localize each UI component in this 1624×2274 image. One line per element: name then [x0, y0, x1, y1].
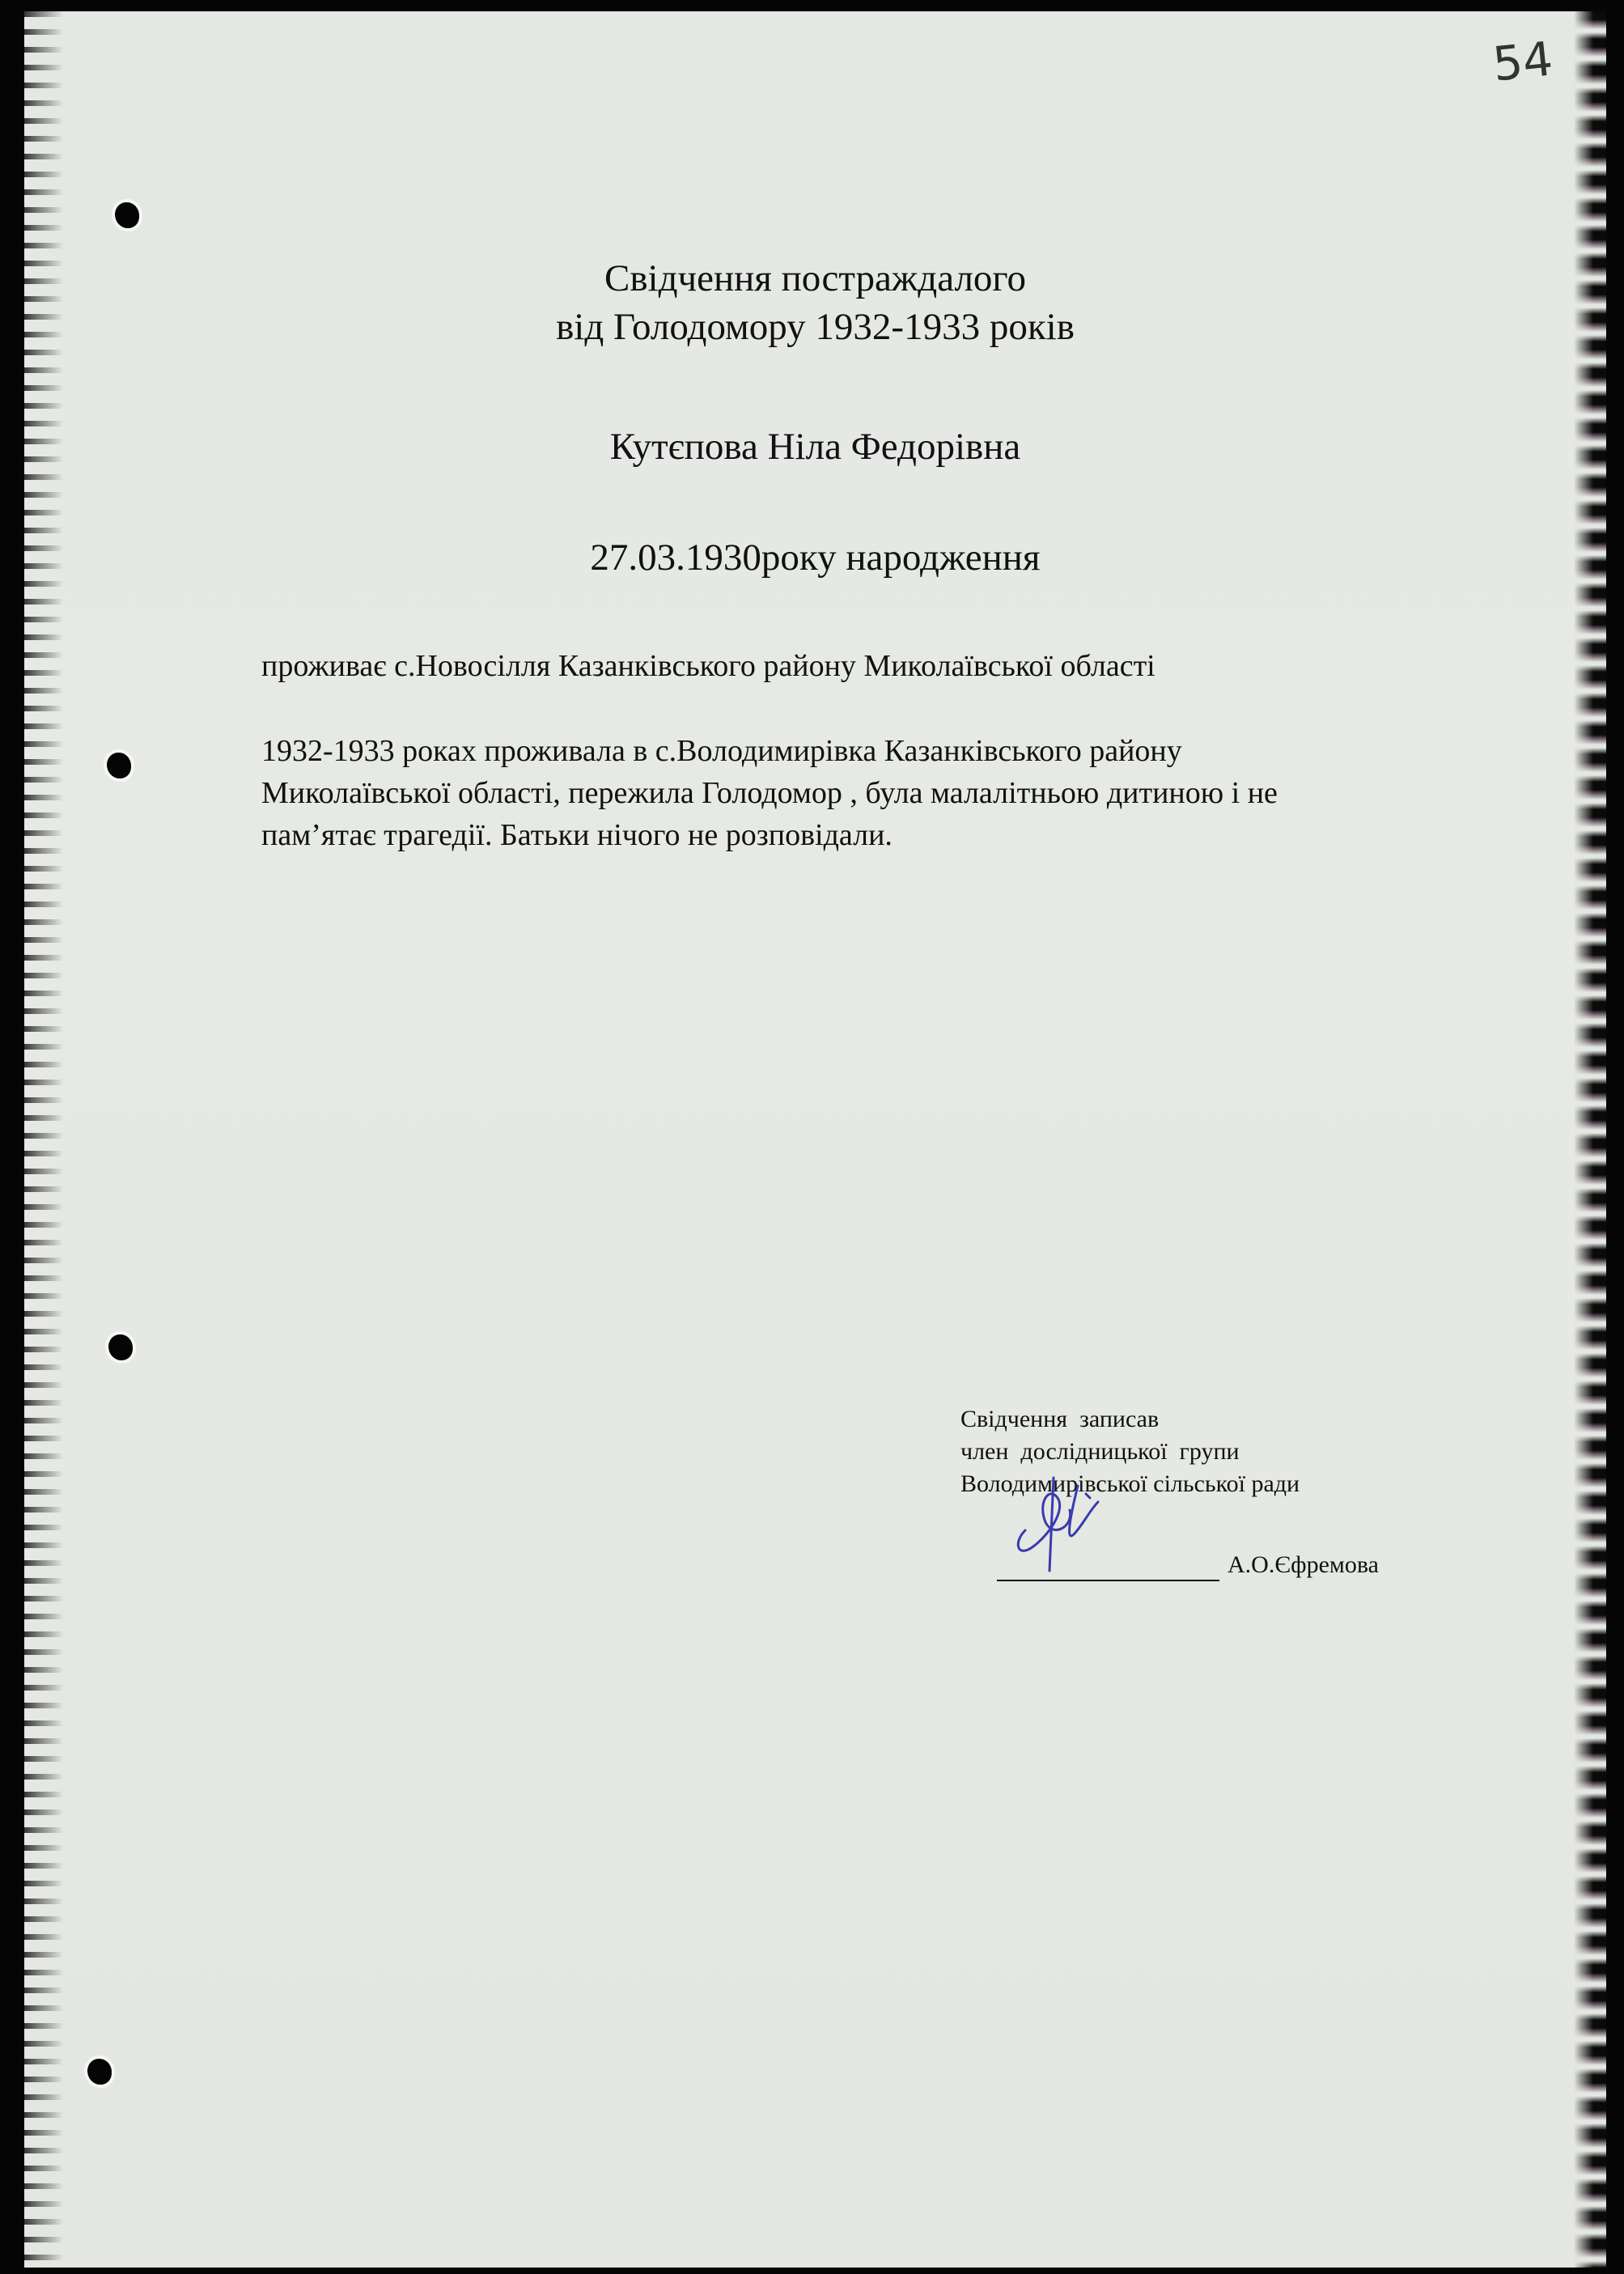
document-title	[24, 254, 1606, 351]
punch-hole	[107, 753, 131, 779]
recorder-line-1: Свідчення записав	[960, 1406, 1160, 1432]
signature-block	[960, 1403, 1379, 1646]
recorder-line-3: Володимирівської сільської ради	[960, 1470, 1300, 1497]
punch-hole	[108, 1334, 133, 1360]
person-name: Кутєпова Ніла Федорівна	[609, 426, 1021, 468]
title-line-1: Свідчення постраждалого	[604, 257, 1027, 299]
birth-date: 27.03.1930року народження	[590, 537, 1041, 579]
residence-text: проживає с.Новосілля Казанківського району Миколаївської області	[261, 649, 1155, 683]
document-page	[24, 11, 1606, 2268]
handwritten-page-number: 54	[1490, 31, 1556, 92]
signature-row	[960, 1517, 1379, 1646]
recorder-line-2: член дослідницької групи	[960, 1438, 1240, 1465]
punch-hole	[87, 2059, 112, 2085]
punch-hole	[115, 202, 139, 228]
recorder-name: А.О.Єфремова	[1228, 1551, 1379, 1578]
testimony-text: 1932-1933 роках проживала в с.Володимирівка Казанківського району Миколаївської області, пережила Голодомор , була малалітньою дитиною і не пам’ятає трагедії. Батьки нічого не розповідали.	[261, 734, 1278, 852]
handwritten-signature-icon	[1009, 1453, 1106, 1575]
title-line-2: від Голодомору 1932-1933 років	[556, 306, 1075, 348]
